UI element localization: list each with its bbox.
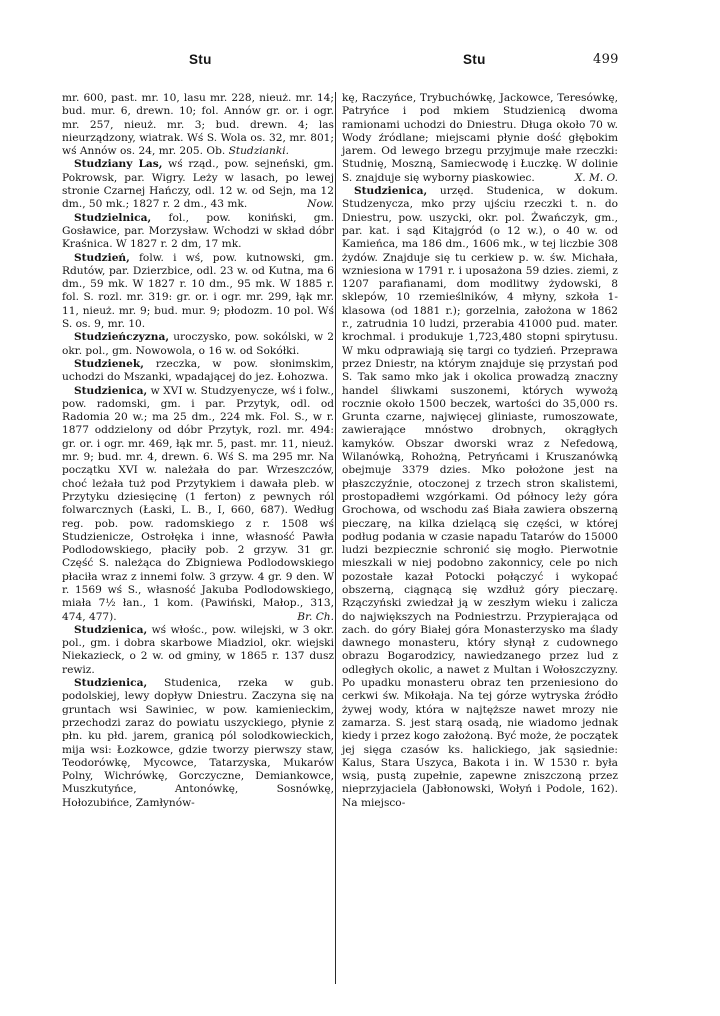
- author-signature: X. M. O.: [574, 171, 618, 184]
- header-middle: Stu: [463, 52, 486, 67]
- entry-term: Studzienica,: [74, 677, 148, 690]
- author-signature: Now.: [307, 198, 334, 211]
- entry-studziany-las: Studziany Las, wś rząd., pow. sejneński, gm. Pokrowsk, par. Wigry. Leży w lasach, po lewej stronie Czarnej Hańczy, odl. 12 w. od Sejn, ma 12 dm., 50 mk.; 1827 r. 2 dm., 43 mk. Now.: [62, 158, 334, 211]
- entry-studzienica-wilejski: Studzienica, wś włośc., pow. wilejski, w 3 okr. pol., gm. i dobra skarbowe Miadziol, okr. wiejski Niekazieck, o 2 w. od gminy, w 1865 r. 137 dusz rewiz.: [62, 623, 334, 676]
- entry-term: Studzieńczyzna,: [74, 331, 170, 344]
- entry-term: Studzielnica,: [74, 211, 152, 224]
- column-divider: [335, 92, 336, 984]
- author-signature: Br. Ch.: [297, 610, 334, 623]
- entry-studzienek: Studzienek, rzeczka, w pow. słonimskim, uchodzi do Mszanki, wpadającej do jez. Łohozwa.: [62, 357, 334, 384]
- right-column: [342, 92, 618, 810]
- left-column: [62, 92, 334, 810]
- running-header: [0, 52, 720, 76]
- page-number: 499: [593, 52, 619, 67]
- entry-term: Studzienica,: [354, 185, 428, 198]
- header-left: Stu: [189, 52, 212, 67]
- entry-term: Studzienica,: [74, 384, 148, 397]
- entry-term: Studzienek,: [74, 357, 144, 370]
- entry-continuation: kę, Raczyńce, Trybuchówkę, Jackowce, Teresówkę, Patryńce i pod mkiem Studzienicą dwoma ramionami uchodzi do Dniestru. Długa około 70 w. Wody źródlane; miejscami płynie dość głębokim jarem. Od lewego brzegu przyjmuje małe rzeczki: Studnię, Moszną, Samiecwodę i Łuczkę. W dolinie S. znajduje się wyborny piaskowiec. X. M. O.: [342, 92, 618, 184]
- entry-continuation: mr. 600, past. mr. 10, lasu mr. 228, nieuż. mr. 14; bud. mur. 6, drewn. 10; fol. Annów gr. or. i ogr. mr. 257, nieuż. mr. 3; bud. drewn. 4; las nieurządzony, wiatrak. Wś S. Wola os. 32, mr. 801; wś Annów os. 24, mr. 205. Ob. Studzianki.: [62, 92, 334, 158]
- entry-studzien: Studzień, folw. i wś, pow. kutnowski, gm. Rdutów, par. Dzierzbice, odl. 23 w. od Kutna, ma 6 dm., 59 mk. W 1827 r. 10 dm., 95 mk. W 1885 r. fol. S. rozl. mr. 319: gr. or. i ogr. mr. 299, łąk mr. 11, nieuż. mr. 9; bud. mur. 9; płodozm. 10 pol. Wś S. os. 9, mr. 10.: [62, 251, 334, 331]
- entry-term: Studzienica,: [74, 623, 148, 636]
- entry-studzielnica: Studzielnica, fol., pow. koniński, gm. Gosławice, par. Morzysław. Wchodzi w skład dóbr Kraśnica. W 1827 r. 2 dm, 17 mk.: [62, 211, 334, 251]
- entry-studzienica-mko: Studzienica, urzęd. Studenica, w dokum. Studzenycza, mko przy ujściu rzeczki t. n. do Dniestru, pow. uszycki, okr. pol. Żwańczyk, gm., par. kat. i sąd Kitajgród (o 12 w.), o 40 w. od Kamieńca, ma 186 dm., 1606 mk., w tej liczbie 308 żydów. Znajduje się tu cerkiew p. w. św. Michała, wzniesiona w 1791 r. i uposażona 59 dzies. ziemi, z 1207 parafianami, dom modlitwy żydowski, 8 sklepów, 10 rzemieślników, 4 młyny, szkoła 1-klasowa (od 1881 r.); gorzelnia, założona w 1862 r., zatrudnia 10 ludzi, przerabia 41000 pud. mater. krochmal. i produkuje 1,723,480 stopni spirytusu. W mku odprawiają się targi co tydzień. Przeprawa przez Dniestr, na którym znajduje się przystań pod S. Tak samo mko jak i okolica prowadzą znaczny handel śliwkami suszonemi, których wywożą rocznie około 1500 beczek, wartości do 35,000 rs. Grunta czarne, najwięcej gliniaste, rumoszowate, zawierające mnóstwo drobnych, okrągłych kamyków. Obszar dworski wraz z Nefedową, Wilanówką, Rohożną, Petryńcami i Kruszanówką obejmuje 3379 dzies. Mko położone jest na płaszczyźnie, otoczonej z trzech stron skalistemi, prostopadłemi wzgórkami. Od północy leży góra Grochowa, od wschodu zaś Biała zawiera obszerną pieczarę, na kilka dzielącą się części, w której podług podania w czasie napadu Tatarów do 15000 ludzi bezpiecznie schronić się mogło. Pierwotnie mieszkali w niej podobno zakonnicy, cele po nich pozostałe kazał Potocki połączyć i wykopać obszerną, ciągnącą się wzdłuż góry pieczarę. Rzączyński zwiedzał ją w zeszłym wieku i zalicza do największych na Podniestrzu. Przypierająca od zach. do góry Białej góra Monasterzysko ma ślady dawnego monasteru, który słynął z cudownego obrazu Bogarodzicy, nawiedzanego przez lud z odległych okolic, a nawet z Multan i Wołoszczyzny. Po upadku monasteru obraz ten przeniesiono do cerkwi św. Mikołaja. Na tej górze wytryska źródło żywej wody, która w najtęższe nawet mrozy nie zamarza. S. jest starą osadą, nie wiadomo jednak kiedy i przez kogo założoną. Być może, że początek jej sięga czasów ks. halickiego, jak sąsiednie: Kalus, Stara Uszyca, Bakota i in. W 1530 r. była wsią, pustą zupełnie, zapewne zniszczoną przez nieprzyjaciela (Jabłonowski, Wołyń i Podole, 162). Na miejsco-: [342, 185, 618, 809]
- entry-studzienica-rzeka: Studzienica, Studenica, rzeka w gub. podolskiej, lewy dopływ Dniestru. Zaczyna się na gruntach wsi Sawiniec, w pow. kamienieckim, przechodzi zaraz do powiatu uszyckiego, płynie z płn. ku płd. jarem, granicą pól solodkowieckich, mija wsi: Łozkowce, gdzie tworzy pierwszy staw, Teodorówkę, Mycowce, Tatarzyska, Mukarów Polny, Wichrówkę, Gorczyczne, Demiankowce, Muszkutyńce, Antonówkę, Sosnówkę, Hołozubińce, Zamłynów-: [62, 677, 334, 809]
- entry-studzienica-radomski: Studzienica, w XVI w. Studzyenycze, wś i folw., pow. radomski, gm. i par. Przytyk, odl. od Radomia 20 w.; ma 25 dm., 224 mk. Fol. S., w r. 1877 oddzielony od dóbr Przytyk, rozl. mr. 494: gr. or. i ogr. mr. 469, łąk mr. 5, past. mr. 11, nieuż. mr. 9; bud. mr. 4, drewn. 6. Wś S. ma 295 mr. Na początku XVI w. należała do par. Wrzeszczów, choć leżała tuż pod Przytykiem i dawała pleb. w Przytyku dziesięcinę (1 ferton) z pewnych ról folwarcznych (Łaski, L. B., I, 660, 687). Według reg. pob. pow. radomskiego z r. 1508 wś Studzienicze, Ostrołęka i inne, własność Pawła Podlodowskiego, płaciły pob. 2 grzyw. 31 gr. Część S. należąca do Zbigniewa Podlodowskiego płaciła wraz z innemi folw. 3 grzyw. 4 gr. 9 den. W r. 1569 wś S., własność Jakuba Podlodowskiego, miała 7½ łan., 1 kom. (Pawiński, Małop., 313, 474, 477). Br. Ch.: [62, 384, 334, 623]
- entry-term: Studziany Las,: [74, 158, 163, 171]
- entry-term: Studzień,: [74, 251, 130, 264]
- entry-studzienczyzna: Studzieńczyzna, uroczysko, pow. sokólski, w 2 okr. pol., gm. Nowowola, o 16 w. od Sokółki.: [62, 331, 334, 357]
